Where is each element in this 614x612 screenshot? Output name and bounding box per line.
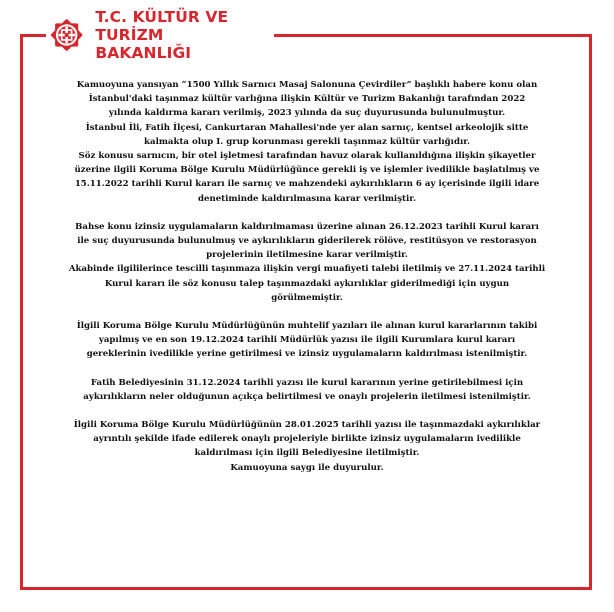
paragraph-2 bbox=[40, 220, 574, 305]
paragraph-3 bbox=[40, 319, 574, 362]
text-line: gereklerinin ivedilikle yerine getirilmesi ve izinsiz uygulamaların kaldırılması istenilmiştir. bbox=[86, 349, 528, 360]
text-line: Fatih Belediyesinin 31.12.2024 tarihli yazısı ile kurul kararının yerine getirilebilmesi için bbox=[90, 377, 524, 388]
text-line: Akabinde ilgililerince tescilli taşınmaza ilişkin vergi muafiyeti talebi iletilmiş ve 27.11.2024 tarihli bbox=[68, 264, 546, 275]
text-line: İstanbul'daki taşınmaz kültür varlığına ilişkin Kültür ve Turizm Bakanlığı tarafından 2022 bbox=[88, 94, 526, 105]
text-line: denetiminde kaldırılmasına karar verilmiştir. bbox=[197, 193, 416, 204]
text-line: İlgili Koruma Bölge Kurulu Müdürlüğünün 28.01.2025 tarihli yazısı ile taşınmazdaki aykırılıklar bbox=[73, 420, 541, 431]
text-line: Söz konusu sarnıcın, bir otel işletmesi tarafından havuz olarak kullanıldığına ilişkin şikayetler bbox=[78, 151, 536, 162]
closing-line: Kamuoyuna saygı ile duyurulur. bbox=[230, 462, 384, 473]
statement-body bbox=[40, 78, 574, 475]
text-line: kaldırılması için ilgili Belediyesine iletilmiştir. bbox=[194, 448, 420, 459]
text-line: İlgili Koruma Bölge Kurulu Müdürlüğünün muhtelif yazıları ile alınan kurul kararlarının takibi bbox=[76, 321, 538, 332]
ministry-name-line-2: BAKANLIĞI bbox=[95, 44, 192, 62]
text-line: aykırılıkların neler olduğunun açıkça belirtilmesi ve onaylı projelerin iletilmesi istenilmiştir. bbox=[83, 391, 531, 402]
text-line: yılında kaldırma kararı verilmiş, 2023 yılında da suç duyurusunda bulunulmuştur. bbox=[108, 108, 506, 119]
text-line: Bahse konu izinsiz uygulamaların kaldırılmaması üzerine alınan 26.12.2023 tarihli Kurul kararı bbox=[75, 221, 539, 232]
text-line: kalmakta olup I. grup korunması gerekli taşınmaz kültür varlığıdır. bbox=[144, 136, 470, 147]
text-line: 15.11.2022 tarihli Kurul kararı ile sarnıç ve mahzendeki aykırılıkların 6 ay içerisinde ilgili idare bbox=[74, 179, 540, 190]
paragraph-5 bbox=[40, 418, 574, 475]
ministry-header bbox=[46, 8, 274, 62]
paragraph-4 bbox=[40, 376, 574, 404]
text-line: yapılmış ve en son 19.12.2024 tarihli Müdürlük yazısı ile ilgili Kurumlara kurul kararı bbox=[98, 335, 516, 346]
text-line: ile suç duyurusunda bulunulmuş ve aykırılıkların giderilerek rölöve, restitüsyon ve restorasyon bbox=[77, 236, 537, 247]
text-line: İstanbul İli, Fatih İlçesi, Cankurtaran Mahallesi'nde yer alan sarnıç, kentsel arkeolojik sitte bbox=[85, 122, 529, 133]
text-line: Kurul kararı ile söz konusu talep taşınmazdaki aykırılıklar giderilmediği için uygun bbox=[104, 278, 510, 289]
text-line: projelerinin iletilmesine karar verilmiştir. bbox=[206, 250, 408, 261]
ministry-seal-icon bbox=[46, 10, 87, 60]
text-line: üzerine ilgili Koruma Bölge Kurulu Müdürlüğünce gerekli iş ve işlemler ivedilikle başlatılmış ve bbox=[74, 165, 540, 176]
text-line: ayrıntılı şekilde ifade edilerek onaylı projeleriyle birlikte izinsiz uygulamaların ivedilikle bbox=[93, 434, 521, 445]
text-line: görülmemiştir. bbox=[271, 292, 343, 303]
ministry-name-line-1: T.C. KÜLTÜR VE TURİZM bbox=[95, 8, 229, 44]
paragraph-1 bbox=[40, 78, 574, 206]
text-line: Kamuoyuna yansıyan “1500 Yıllık Sarnıcı Masaj Salonuna Çevirdiler” başlıklı habere konu olan bbox=[76, 80, 538, 90]
ministry-name bbox=[95, 8, 266, 62]
